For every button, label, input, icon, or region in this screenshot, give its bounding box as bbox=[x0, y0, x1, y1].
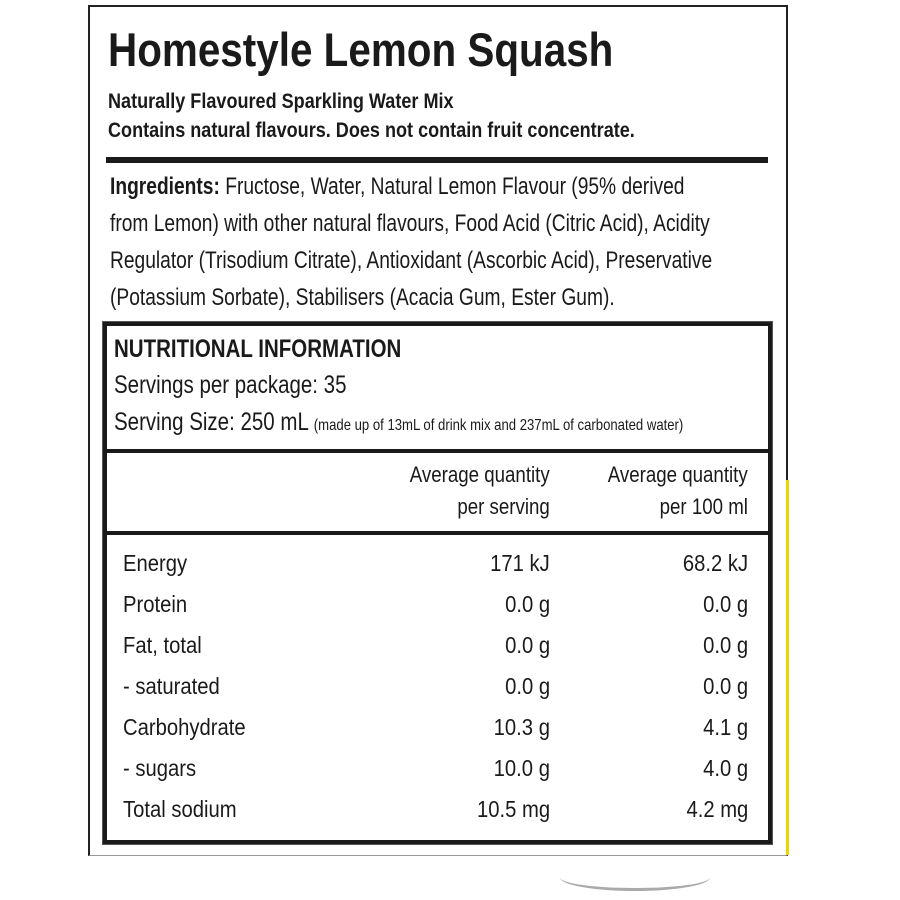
value-per-serving: 10.5 mg bbox=[476, 796, 550, 822]
servings-per-package: Servings per package: 35 bbox=[114, 371, 347, 399]
column-header-per-100ml: Average quantity bbox=[607, 462, 748, 487]
value-per-serving: 0.0 g bbox=[504, 632, 550, 658]
ingredients-label: Ingredients: bbox=[110, 173, 220, 200]
product-title: Homestyle Lemon Squash bbox=[108, 23, 614, 76]
divider bbox=[106, 157, 768, 163]
nutrient-name: Protein bbox=[123, 591, 188, 617]
column-header-per-100ml: per 100 ml bbox=[659, 494, 748, 519]
ingredients-line: (Potassium Sorbate), Stabilisers (Acacia Gum, Ester Gum). bbox=[110, 284, 615, 311]
nutrient-name: Total sodium bbox=[123, 796, 237, 822]
value-per-serving: 10.3 g bbox=[493, 714, 550, 740]
nutrient-name: - sugars bbox=[123, 755, 197, 781]
product-note: Contains natural flavours. Does not contain fruit concentrate. bbox=[108, 119, 635, 142]
nutrient-name: - saturated bbox=[123, 673, 220, 699]
ingredients-line bbox=[110, 173, 684, 201]
nutrition-panel bbox=[103, 322, 772, 844]
nutrient-name: Carbohydrate bbox=[123, 714, 246, 740]
serving-size bbox=[114, 408, 683, 437]
value-per-100ml: 0.0 g bbox=[702, 632, 748, 658]
bottle-edge bbox=[560, 864, 710, 891]
value-per-100ml: 4.1 g bbox=[702, 714, 748, 740]
value-per-100ml: 4.2 mg bbox=[686, 796, 748, 822]
value-per-100ml: 0.0 g bbox=[702, 591, 748, 617]
ingredients-line: from Lemon) with other natural flavours, Food Acid (Citric Acid), Acidity bbox=[110, 210, 710, 237]
nutrient-name: Fat, total bbox=[123, 632, 202, 658]
column-header-per-serving: per serving bbox=[457, 494, 550, 519]
value-per-100ml: 4.0 g bbox=[702, 755, 748, 781]
divider bbox=[103, 449, 772, 453]
value-per-serving: 10.0 g bbox=[493, 755, 550, 781]
column-header-per-serving: Average quantity bbox=[409, 462, 550, 487]
nutrient-name: Energy bbox=[123, 550, 188, 576]
value-per-serving: 0.0 g bbox=[504, 673, 550, 699]
ingredients-text: Fructose, Water, Natural Lemon Flavour (95% derived bbox=[219, 173, 685, 200]
divider bbox=[103, 531, 772, 535]
value-per-serving: 0.0 g bbox=[504, 591, 550, 617]
ingredients-line: Regulator (Trisodium Citrate), Antioxidant (Ascorbic Acid), Preservative bbox=[110, 247, 713, 274]
product-subtitle: Naturally Flavoured Sparkling Water Mix bbox=[108, 90, 454, 113]
value-per-100ml: 68.2 kJ bbox=[682, 550, 748, 576]
serving-size-note: (made up of 13mL of drink mix and 237mL of carbonated water) bbox=[313, 417, 684, 434]
serving-size-value: Serving Size: 250 mL bbox=[114, 408, 309, 436]
value-per-100ml: 0.0 g bbox=[702, 673, 748, 699]
yellow-edge bbox=[786, 480, 789, 855]
value-per-serving: 171 kJ bbox=[490, 550, 550, 576]
nutrition-heading: NUTRITIONAL INFORMATION bbox=[114, 335, 402, 363]
